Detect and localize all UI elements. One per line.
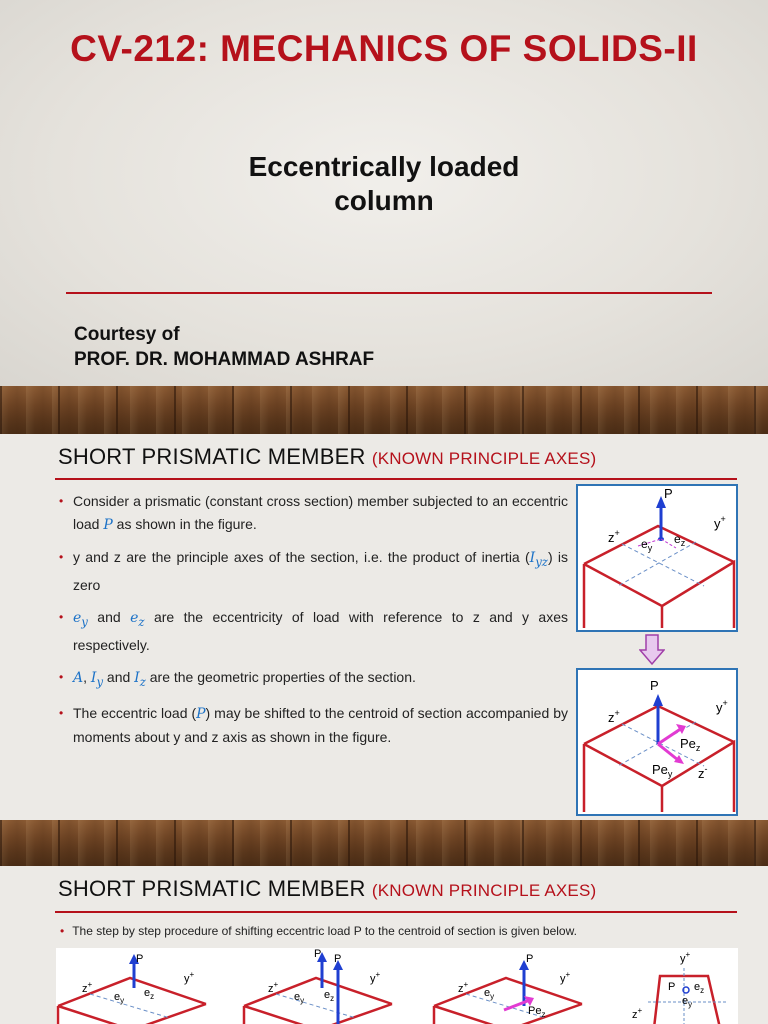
label-y: [560, 970, 571, 985]
label-ey: [682, 995, 692, 1009]
label-z: [608, 708, 620, 725]
figure-shifted-load: [576, 668, 738, 816]
label-sub: z: [541, 1010, 546, 1019]
column-diagram-2: [578, 670, 736, 814]
math-symbol: P: [196, 706, 206, 723]
bullet-item: [56, 606, 568, 657]
label-base: y: [714, 516, 721, 531]
label-base: y: [370, 973, 376, 985]
label-sup: +: [565, 970, 571, 979]
heading-text: SHORT PRISMATIC MEMBER: [58, 444, 366, 469]
math-symbol: A: [73, 669, 84, 686]
label-sub: y: [490, 992, 495, 1001]
label-z: [608, 528, 620, 545]
label-ey: [114, 991, 124, 1005]
step-2-diagram: [242, 948, 402, 1024]
label-y: [184, 970, 195, 985]
label-sub: y: [688, 1000, 693, 1009]
label-y: [370, 970, 381, 985]
label-sup: -: [704, 764, 708, 774]
label-base: y: [716, 700, 723, 715]
label-pez: [528, 1005, 545, 1019]
step-figure-strip: [56, 948, 738, 1024]
label-sup: +: [685, 950, 691, 959]
label-ez: [324, 989, 334, 1003]
label-sub: z: [150, 992, 155, 1001]
math-subscript: y: [96, 674, 104, 689]
label-pey: [652, 762, 673, 779]
bullet-list: [56, 490, 568, 758]
label-ey: [641, 537, 653, 553]
bullet-text: are the geometric properties of the section.: [145, 668, 416, 685]
label-sup: +: [189, 970, 195, 979]
label-base: z: [608, 710, 615, 725]
label-sup: +: [614, 708, 620, 718]
math-base: I: [90, 669, 97, 686]
heading-text: SHORT PRISMATIC MEMBER: [58, 876, 366, 901]
bullet-text: ) may be shifted to the centroid of section accompanied by moments about y and z axis as shown in the figure.: [73, 705, 568, 746]
down-arrow-icon: [639, 634, 665, 666]
label-sub: y: [120, 996, 125, 1005]
math-symbol: [90, 669, 104, 689]
label-p-second: P: [334, 953, 342, 965]
label-base: e: [294, 991, 301, 1003]
label-base: e: [674, 532, 681, 546]
label-sup: +: [637, 1006, 643, 1015]
bullet-item: [56, 546, 568, 597]
label-base: z: [698, 766, 705, 781]
label-z: [632, 1006, 643, 1021]
label-sub: z: [330, 994, 335, 1003]
heading-divider: [55, 478, 737, 480]
math-symbol: [529, 550, 548, 569]
step-3-diagram: [432, 948, 592, 1024]
bullet-text: and: [87, 608, 131, 625]
label-p: P: [650, 678, 659, 693]
label-base: z: [608, 530, 615, 545]
bullet-text: and: [103, 668, 135, 685]
label-sup: +: [720, 514, 726, 524]
label-ey: [484, 987, 494, 1001]
label-p: P: [668, 981, 676, 993]
label-base: e: [484, 987, 491, 999]
label-base: y: [680, 953, 686, 965]
step-1-diagram: [56, 948, 216, 1024]
label-base: e: [114, 991, 121, 1003]
math-subscript: y: [81, 614, 88, 629]
label-base: z: [82, 983, 88, 995]
label-p: P: [664, 486, 673, 501]
label-p: P: [526, 953, 534, 965]
bullet-item: [56, 702, 568, 749]
heading-note: (KNOWN PRINCIPLE AXES): [371, 449, 597, 468]
subtitle-line-1: Eccentrically loaded: [248, 151, 520, 182]
label-ez: [674, 532, 686, 548]
label-base: z: [632, 1009, 638, 1021]
step-4-diagram: [628, 948, 738, 1024]
math-base: e: [73, 609, 82, 626]
author-name: PROF. DR. MOHAMMAD ASHRAF: [74, 349, 375, 370]
course-title: CV-212: MECHANICS OF SOLIDS-II: [70, 28, 698, 69]
label-y: [716, 698, 728, 715]
math-subscript: z: [138, 614, 145, 629]
label-base: Pe: [528, 1005, 542, 1017]
label-sup: +: [375, 970, 381, 979]
math-base: e: [130, 609, 139, 626]
title-slide: [0, 0, 768, 386]
heading-note: (KNOWN PRINCIPLE AXES): [371, 881, 597, 900]
bullet-text: Consider a prismatic (constant cross section) member subjected to an eccentric load: [73, 493, 568, 532]
figure-eccentric-load: [576, 484, 738, 632]
bullet-item: [56, 666, 568, 694]
label-y: [714, 514, 726, 531]
label-sup: +: [463, 980, 469, 989]
courtesy-label: Courtesy of: [74, 324, 180, 345]
label-sup: +: [273, 980, 279, 989]
title-divider: [66, 292, 712, 294]
math-subscript: z: [139, 674, 146, 689]
math-symbol: [73, 609, 88, 629]
bullet-text: are the eccentricity of load with reference to z and y axes respectively.: [73, 608, 568, 653]
bullet-item: [56, 490, 568, 537]
heading-divider: [55, 911, 737, 913]
label-base: e: [144, 987, 151, 999]
label-sub: z: [700, 986, 705, 995]
label-sup: +: [87, 980, 93, 989]
label-base: z: [268, 983, 274, 995]
label-pez: [680, 736, 701, 753]
bullet-text: as shown in the figure.: [112, 516, 257, 532]
slide-heading: [58, 444, 596, 470]
courtesy-block: [74, 322, 374, 372]
label-base: Pe: [680, 736, 696, 751]
content-slide-2: [0, 434, 768, 820]
label-ez: [694, 981, 704, 995]
label-sub: y: [667, 769, 673, 779]
bullet-text: ) is zero: [73, 549, 568, 593]
presentation-subtitle: [0, 150, 768, 218]
label-sub: z: [680, 538, 686, 548]
bullet-text: The eccentric load (: [73, 705, 197, 722]
wood-separator: [0, 386, 768, 434]
slide-heading: [58, 876, 596, 902]
math-base: I: [134, 669, 140, 686]
math-symbol: [134, 669, 146, 689]
label-base: e: [682, 995, 689, 1007]
bullet-text: y and z are the principle axes of the section, i.e. the product of inertia (: [73, 549, 530, 565]
math-symbol: [130, 609, 145, 629]
label-z-negative: [698, 764, 708, 781]
math-base: I: [529, 550, 536, 566]
label-base: Pe: [652, 762, 668, 777]
label-sup: +: [614, 528, 620, 538]
math-symbol: P: [103, 517, 113, 533]
label-p: P: [314, 948, 322, 960]
wood-separator: [0, 820, 768, 866]
label-base: e: [694, 981, 701, 993]
label-ey: [294, 991, 304, 1005]
label-p: P: [136, 953, 144, 965]
label-sub: y: [300, 996, 305, 1005]
label-base: y: [560, 973, 566, 985]
label-base: e: [324, 989, 331, 1001]
content-slide-3: [0, 866, 768, 1024]
subtitle-line-2: column: [334, 185, 434, 216]
label-base: e: [641, 537, 648, 551]
column-diagram-1: [578, 486, 736, 630]
label-y: [680, 950, 691, 965]
label-base: y: [184, 973, 190, 985]
label-sub: z: [695, 743, 701, 753]
label-sub: y: [647, 543, 653, 553]
label-sup: +: [722, 698, 728, 708]
math-subscript: yz: [535, 554, 548, 569]
bullet-item: • The step by step procedure of shifting eccentric load P to the centroid of section is given below.: [60, 924, 577, 938]
label-ez: [144, 987, 154, 1001]
bullet-text: ,: [83, 668, 91, 685]
label-base: z: [458, 983, 464, 995]
